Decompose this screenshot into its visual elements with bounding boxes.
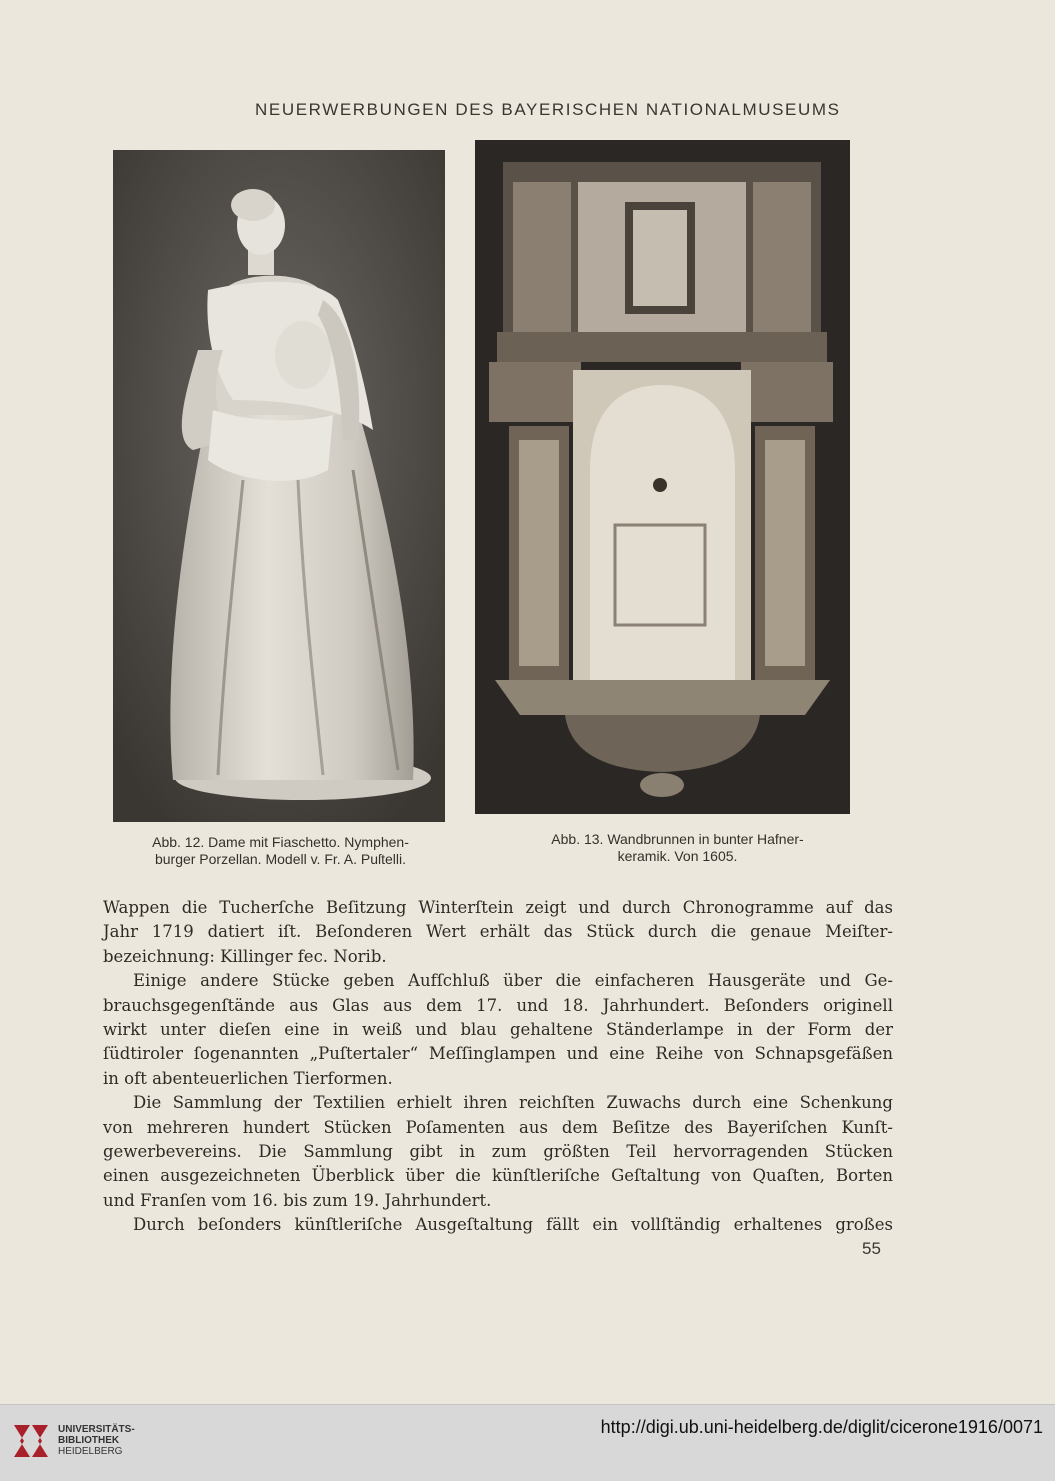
text-line: Jahr 1719 datiert iſt. Beſonderen Wert erhält das Stück durch die genaue Meiſter- (103, 922, 893, 942)
page-number: 55 (862, 1239, 881, 1258)
text-line: ſüdtiroler ſogenannten „Puſtertaler“ Meſſinglampen und eine Reihe von Schnapsgefäßen (103, 1044, 893, 1064)
text-line: Einige andere Stücke geben Aufſchluß über die einfacheren Hausgeräte und Ge- (133, 971, 893, 991)
caption-line: burger Porzellan. Modell v. Fr. A. Puſtelli. (154, 851, 407, 867)
permalink-url[interactable]: http://digi.ub.uni-heidelberg.de/diglit/cicerone1916/0071 (600, 1417, 1043, 1437)
caption-line: Abb. 13. Wandbrunnen in bunter Hafner- (551, 831, 804, 847)
text-line: gewerbevereins. Die Sammlung gibt in zum größten Teil hervorragenden Stücken (103, 1142, 893, 1162)
running-title: NEUERWERBUNGEN DES BAYERISCHEN NATIONALMUSEUMS (255, 100, 841, 119)
text-line: brauchsgegenſtände aus Glas aus dem 17. und 18. Jahrhundert. Beſonders originell (103, 995, 893, 1015)
text-line: wirkt unter dieſen eine in weiß und blau gehaltene Ständerlampe in der Form der (103, 1020, 893, 1040)
text-line: und Franſen vom 16. bis zum 19. Jahrhundert. (103, 1190, 492, 1210)
text-line: Wappen die Tucherſche Beſitzung Winterſtein zeigt und durch Chronogramme auf das (103, 898, 893, 917)
library-logo-icon (12, 1419, 50, 1463)
caption-line: Abb. 12. Dame mit Fiaschetto. Nymphen- (152, 834, 409, 850)
text-line: in oft abenteuerlichen Tierformen. (103, 1068, 393, 1088)
library-name: UNIVERSITÄTS- BIBLIOTHEK HEIDELBERG (58, 1424, 135, 1457)
body-text (103, 896, 893, 1238)
text-line: Durch beſonders künſtleriſche Ausgeſtaltung fällt ein vollſtändig erhaltenes großes (133, 1215, 893, 1235)
figure-12-caption (103, 834, 458, 868)
viewer-footer (0, 1404, 1055, 1481)
text-line: bezeichnung: Killinger fec. Norib. (103, 946, 387, 966)
figure-13-photo (475, 140, 850, 814)
text-line: einen ausgezeichneten Überblick über die künſtleriſche Geſtaltung von Quaſten, Borten (103, 1166, 893, 1186)
figure-13-caption (495, 831, 860, 865)
caption-line: keramik. Von 1605. (617, 848, 738, 864)
text-line: Die Sammlung der Textilien erhielt ihren reichſten Zuwachs durch eine Schenkung (133, 1093, 893, 1113)
text-line: von mehreren hundert Stücken Poſamenten aus dem Beſitze des Bayeriſchen Kunſt- (103, 1117, 893, 1137)
figure-12-photo (113, 150, 445, 822)
